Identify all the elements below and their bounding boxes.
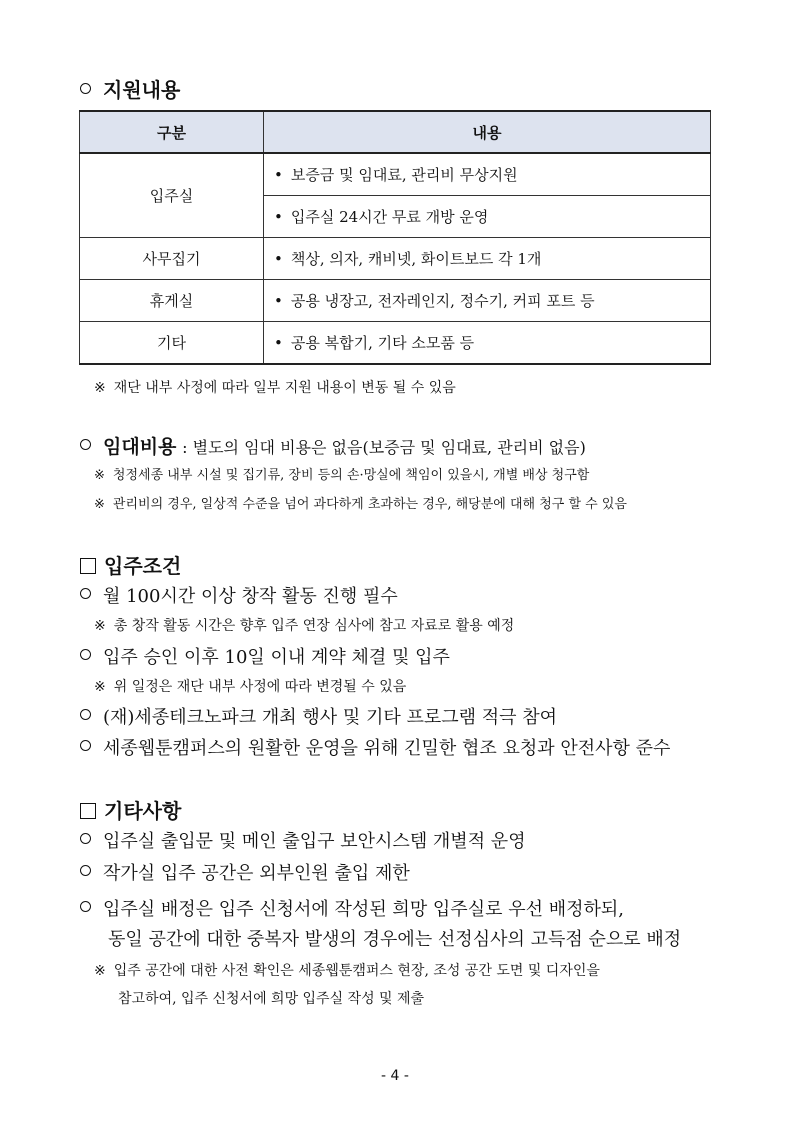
content-cell: • 책상, 의자, 캐비넷, 화이트보드 각 1개 [264, 238, 711, 280]
etc-item: 입주실 출입문 및 메인 출입구 보안시스템 개별적 운영 [80, 827, 526, 853]
category-cell: 기타 [80, 322, 264, 365]
header-content: 내용 [264, 111, 711, 153]
support-table [79, 110, 711, 365]
circle-bullet-icon [80, 709, 91, 720]
support-note: ※ 재단 내부 사정에 따라 일부 지원 내용이 변동 될 수 있음 [94, 380, 456, 396]
support-heading: 지원내용 [80, 74, 180, 103]
content-cell: • 입주실 24시간 무료 개방 운영 [264, 196, 711, 238]
conditions-title: 입주조건 [80, 550, 181, 579]
etc-note: ※ 입주 공간에 대한 사전 확인은 세종웹툰캠퍼스 현장, 조성 공간 도면 및 디자인을 [94, 963, 600, 979]
circle-bullet-icon [80, 439, 91, 450]
cost-note: ※ 관리비의 경우, 일상적 수준을 넘어 과다하게 초과하는 경우, 해당분에 대해 청구 할 수 있음 [94, 497, 627, 512]
square-bullet-icon [80, 558, 96, 574]
circle-bullet-icon [80, 83, 91, 94]
cost-line: 임대비용 : 별도의 임대 비용은 없음(보증금 및 임대료, 관리비 없음) [80, 432, 586, 459]
table-row [80, 153, 711, 196]
category-cell: 입주실 [80, 153, 264, 238]
content-cell: • 공용 복합기, 기타 소모품 등 [264, 322, 711, 365]
circle-bullet-icon [80, 901, 91, 912]
header-category: 구분 [80, 111, 264, 153]
circle-bullet-icon [80, 649, 91, 660]
content-cell: • 보증금 및 임대료, 관리비 무상지원 [264, 153, 711, 196]
circle-bullet-icon [80, 740, 91, 751]
cost-note: ※ 청정세종 내부 시설 및 집기류, 장비 등의 손·망실에 책임이 있을시, 개별 배상 청구함 [94, 468, 590, 483]
circle-bullet-icon [80, 588, 91, 599]
category-cell: 휴게실 [80, 280, 264, 322]
page-number: - 4 - [381, 1068, 409, 1084]
condition-item: 세종웹툰캠퍼스의 원활한 운영을 위해 긴밀한 협조 요청과 안전사항 준수 [80, 734, 670, 760]
table-header-row [80, 111, 711, 153]
condition-item: 입주 승인 이후 10일 이내 계약 체결 및 입주 [80, 643, 450, 669]
condition-note: ※ 위 일정은 재단 내부 사정에 따라 변경될 수 있음 [94, 679, 407, 695]
table-row [80, 322, 711, 365]
condition-item: 월 100시간 이상 창작 활동 진행 필수 [80, 582, 398, 608]
category-cell: 사무집기 [80, 238, 264, 280]
etc-item-continuation: 동일 공간에 대한 중복자 발생의 경우에는 선정심사의 고득점 순으로 배정 [108, 929, 682, 950]
circle-bullet-icon [80, 833, 91, 844]
condition-note: ※ 총 창작 활동 시간은 향후 입주 연장 심사에 참고 자료로 활용 예정 [94, 618, 515, 634]
etc-note-continuation: 참고하여, 입주 신청서에 희망 입주실 작성 및 제출 [118, 991, 425, 1007]
table-row [80, 238, 711, 280]
circle-bullet-icon [80, 865, 91, 876]
square-bullet-icon [80, 803, 96, 819]
etc-title: 기타사항 [80, 795, 181, 824]
table-row [80, 280, 711, 322]
etc-item: 작가실 입주 공간은 외부인원 출입 제한 [80, 859, 410, 885]
etc-item: 입주실 배정은 입주 신청서에 작성된 희망 입주실로 우선 배정하되, [80, 895, 624, 921]
content-cell: • 공용 냉장고, 전자레인지, 정수기, 커피 포트 등 [264, 280, 711, 322]
condition-item: (재)세종테크노파크 개최 행사 및 기타 프로그램 적극 참여 [80, 703, 557, 729]
